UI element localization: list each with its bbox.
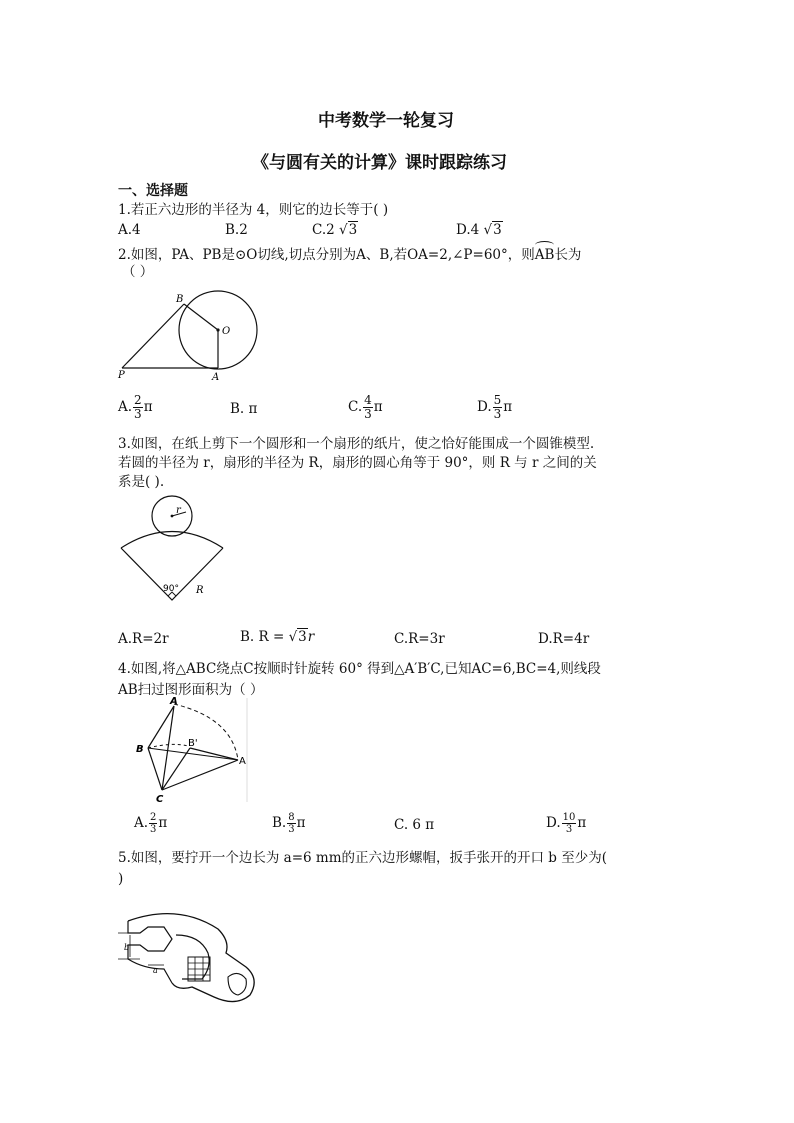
segment-ab — [148, 706, 174, 748]
section-heading: 一、选择题 — [118, 183, 188, 199]
segment-ac — [162, 706, 174, 790]
q2-option-d: D. $\frac{5}{3}$ π — [477, 393, 513, 421]
hex-nut-and-jaw — [128, 921, 172, 983]
q2-option-a: A. $\frac{2}{3}$ π — [118, 393, 153, 421]
label-b-prime: B' — [188, 738, 198, 749]
label-a: A — [170, 696, 178, 707]
q2-tangent-circle-figure — [118, 290, 268, 390]
arc-ab-notation: AB — [535, 243, 555, 264]
page-title: 中考数学一轮复习 — [318, 111, 454, 131]
segment-a2b2 — [190, 748, 238, 760]
label-p: P — [118, 370, 125, 381]
segment-b2c — [162, 748, 190, 790]
q2-option-c: C. $\frac{4}{3}$ π — [348, 393, 383, 421]
q1-option-c: C.2 √3 — [312, 222, 358, 238]
label-b: B — [176, 294, 184, 305]
q1-option-d: D.4 √3 — [456, 222, 502, 238]
question-1-text: 1.若正六边形的半径为 4，则它的边长等于( ) — [118, 202, 389, 218]
label-r: r — [176, 505, 181, 516]
label-o: O — [222, 326, 231, 337]
q3-option-b: B. R = √3r — [240, 629, 315, 645]
radius-ob — [184, 304, 218, 330]
q3-option-c: C.R=3r — [394, 631, 445, 647]
q1-option-b: B.2 — [225, 222, 248, 238]
label-a-prime: A — [239, 756, 246, 767]
label-90-degrees: 90° — [163, 584, 179, 594]
segment-bc — [148, 748, 162, 790]
q3-cone-net-figure — [118, 495, 228, 610]
wrench-hole — [228, 973, 246, 995]
base-circle-center — [171, 515, 174, 518]
question-3-line-2: 若圆的半径为 r，扇形的半径为 R，扇形的圆心角等于 90°，则 R 与 r 之间的关 — [118, 455, 597, 471]
label-b: b — [124, 943, 130, 952]
q1-option-a: A.4 — [118, 222, 141, 238]
label-b: B — [136, 744, 144, 755]
question-2-blank: （ ） — [122, 264, 154, 280]
wrench-outline — [128, 914, 254, 1002]
tangent-pb — [122, 304, 184, 368]
question-5-line-1: 5.如图，要拧开一个边长为 a=6 mm的正六边形螺帽，扳手张开的开口 b 至少为( — [118, 850, 608, 866]
q4-option-c: C. 6 π — [394, 817, 435, 833]
q5-wrench-figure — [118, 905, 258, 1010]
q3-option-d: D.R=4r — [538, 631, 590, 647]
segment-a2c — [162, 760, 238, 790]
q4-rotation-figure — [132, 698, 252, 806]
label-big-r: R — [196, 585, 204, 596]
sector-arc — [121, 532, 223, 549]
label-c: C — [156, 794, 164, 805]
segment-b-a2 — [148, 748, 238, 760]
question-4-line-2: AB扫过图形面积为（ ） — [118, 682, 264, 698]
page-subtitle: 《与圆有关的计算》课时跟踪练习 — [252, 153, 507, 173]
label-a: A — [212, 372, 220, 383]
question-3-line-1: 3.如图，在纸上剪下一个圆形和一个扇形的纸片，使之恰好能围成一个圆锥模型. — [118, 436, 595, 452]
question-5-line-2: ) — [118, 871, 124, 887]
q4-option-b: B. $\frac{8}{3}$ π — [272, 812, 306, 835]
question-4-line-1: 4.如图,将△ABC绕点C按顺时针旋转 60° 得到△A′B′C,已知AC=6,BC=4,则线段 — [118, 661, 601, 677]
q4-option-d: D. $\frac{10}{3}$ π — [546, 812, 587, 835]
question-3-line-3: 系是( ). — [118, 474, 165, 490]
q3-option-a: A.R=2r — [118, 631, 169, 647]
center-point-o — [216, 328, 219, 331]
question-2-text: 2.如图，PA、PB是⊙O切线,切点分别为A、B,若OA=2,∠P=60°，则AB长为 — [118, 243, 581, 264]
q4-option-a: A. $\frac{2}{3}$ π — [134, 812, 168, 835]
q2-option-b: B. π — [230, 401, 258, 417]
label-a: a — [153, 966, 158, 975]
